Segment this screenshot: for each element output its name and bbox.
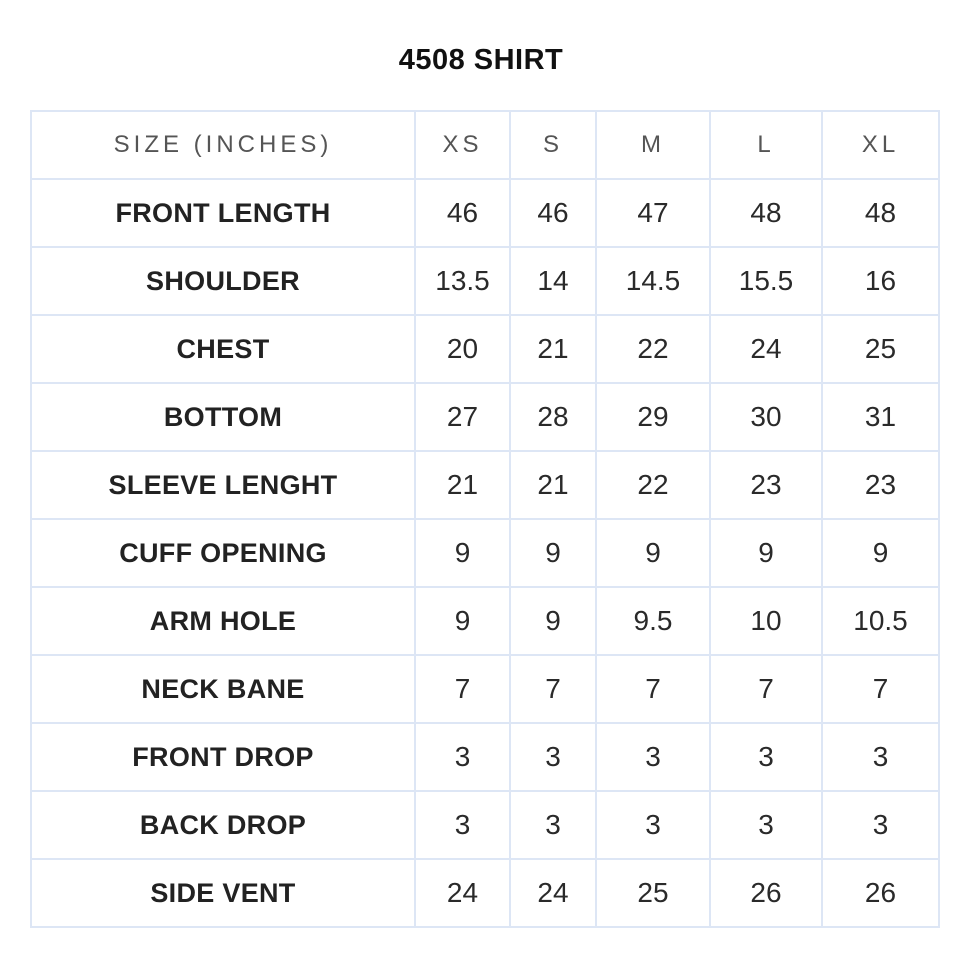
header-size-m: M bbox=[596, 111, 710, 179]
cell-xl: 7 bbox=[822, 655, 939, 723]
cell-xl: 16 bbox=[822, 247, 939, 315]
cell-xs: 27 bbox=[415, 383, 510, 451]
cell-s: 9 bbox=[510, 519, 596, 587]
row-label: BACK DROP bbox=[31, 791, 415, 859]
cell-xs: 9 bbox=[415, 519, 510, 587]
cell-xl: 26 bbox=[822, 859, 939, 927]
cell-l: 24 bbox=[710, 315, 822, 383]
header-size-xs: XS bbox=[415, 111, 510, 179]
cell-m: 25 bbox=[596, 859, 710, 927]
page-title: 4508 SHIRT bbox=[398, 44, 564, 76]
cell-l: 26 bbox=[710, 859, 822, 927]
cell-xl: 9 bbox=[822, 519, 939, 587]
cell-m: 3 bbox=[596, 791, 710, 859]
row-label: CUFF OPENING bbox=[31, 519, 415, 587]
cell-s: 24 bbox=[510, 859, 596, 927]
cell-l: 48 bbox=[710, 179, 822, 247]
cell-s: 3 bbox=[510, 791, 596, 859]
header-row bbox=[31, 111, 939, 179]
table-row bbox=[31, 315, 939, 383]
cell-l: 23 bbox=[710, 451, 822, 519]
cell-s: 46 bbox=[510, 179, 596, 247]
cell-l: 30 bbox=[710, 383, 822, 451]
cell-s: 3 bbox=[510, 723, 596, 791]
row-label: FRONT LENGTH bbox=[31, 179, 415, 247]
cell-m: 9.5 bbox=[596, 587, 710, 655]
row-label: CHEST bbox=[31, 315, 415, 383]
cell-xs: 13.5 bbox=[415, 247, 510, 315]
table-row bbox=[31, 179, 939, 247]
cell-m: 22 bbox=[596, 315, 710, 383]
cell-xs: 9 bbox=[415, 587, 510, 655]
cell-s: 9 bbox=[510, 587, 596, 655]
cell-xl: 48 bbox=[822, 179, 939, 247]
table-row bbox=[31, 451, 939, 519]
row-label: BOTTOM bbox=[31, 383, 415, 451]
table-row bbox=[31, 519, 939, 587]
row-label: SHOULDER bbox=[31, 247, 415, 315]
cell-xl: 31 bbox=[822, 383, 939, 451]
header-size-xl: XL bbox=[822, 111, 939, 179]
row-label: SLEEVE LENGHT bbox=[31, 451, 415, 519]
cell-xs: 3 bbox=[415, 723, 510, 791]
cell-xs: 21 bbox=[415, 451, 510, 519]
cell-s: 7 bbox=[510, 655, 596, 723]
cell-m: 3 bbox=[596, 723, 710, 791]
cell-m: 47 bbox=[596, 179, 710, 247]
header-size-s: S bbox=[510, 111, 596, 179]
cell-l: 15.5 bbox=[710, 247, 822, 315]
cell-xs: 20 bbox=[415, 315, 510, 383]
cell-m: 14.5 bbox=[596, 247, 710, 315]
table-body bbox=[31, 179, 939, 927]
size-chart-table bbox=[30, 110, 940, 928]
cell-l: 3 bbox=[710, 791, 822, 859]
row-label: FRONT DROP bbox=[31, 723, 415, 791]
cell-m: 22 bbox=[596, 451, 710, 519]
cell-xl: 3 bbox=[822, 791, 939, 859]
cell-xl: 23 bbox=[822, 451, 939, 519]
table-row bbox=[31, 791, 939, 859]
cell-l: 9 bbox=[710, 519, 822, 587]
cell-xl: 10.5 bbox=[822, 587, 939, 655]
table-row bbox=[31, 655, 939, 723]
header-size-label: SIZE (INCHES) bbox=[31, 111, 415, 179]
cell-xs: 24 bbox=[415, 859, 510, 927]
table-header bbox=[31, 111, 939, 179]
cell-xs: 3 bbox=[415, 791, 510, 859]
header-size-l: L bbox=[710, 111, 822, 179]
cell-s: 21 bbox=[510, 315, 596, 383]
row-label: SIDE VENT bbox=[31, 859, 415, 927]
cell-s: 14 bbox=[510, 247, 596, 315]
cell-m: 9 bbox=[596, 519, 710, 587]
table-row bbox=[31, 587, 939, 655]
table-row bbox=[31, 723, 939, 791]
cell-xl: 25 bbox=[822, 315, 939, 383]
cell-xl: 3 bbox=[822, 723, 939, 791]
table-row bbox=[31, 859, 939, 927]
row-label: NECK BANE bbox=[31, 655, 415, 723]
cell-l: 7 bbox=[710, 655, 822, 723]
cell-m: 7 bbox=[596, 655, 710, 723]
row-label: ARM HOLE bbox=[31, 587, 415, 655]
cell-xs: 7 bbox=[415, 655, 510, 723]
table-row bbox=[31, 247, 939, 315]
cell-m: 29 bbox=[596, 383, 710, 451]
cell-xs: 46 bbox=[415, 179, 510, 247]
cell-l: 3 bbox=[710, 723, 822, 791]
cell-s: 28 bbox=[510, 383, 596, 451]
table-row bbox=[31, 383, 939, 451]
cell-l: 10 bbox=[710, 587, 822, 655]
cell-s: 21 bbox=[510, 451, 596, 519]
